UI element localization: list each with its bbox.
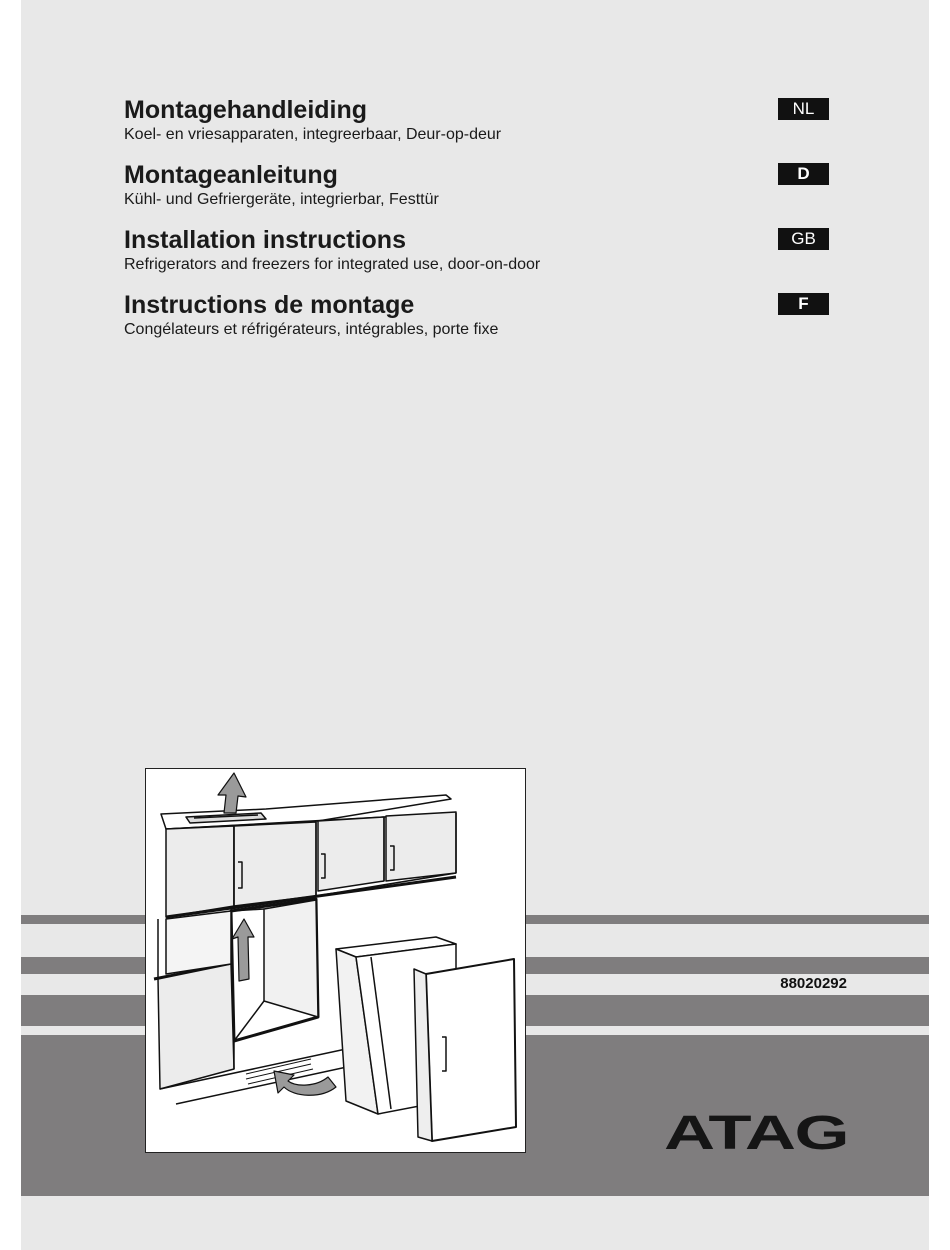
fridge-installation-drawing [146, 769, 525, 1152]
language-badge-gb: GB [778, 228, 829, 250]
language-section-nl [124, 95, 826, 145]
section-title: Montagehandleiding [124, 96, 368, 124]
language-section-f [124, 290, 826, 340]
manual-cover [21, 0, 929, 1250]
language-badge-f: F [778, 293, 829, 315]
language-section-d [124, 160, 826, 210]
section-subtitle: Refrigerators and freezers for integrated use, door-on-door [124, 256, 541, 273]
section-title: Montageanleitung [124, 161, 338, 189]
language-badge-d: D [778, 163, 829, 185]
section-subtitle: Koel- en vriesapparaten, integreerbaar, Deur-op-deur [124, 126, 502, 143]
section-subtitle: Kühl- und Gefriergeräte, integrierbar, Festtür [124, 191, 439, 208]
brand-logo [663, 1107, 849, 1157]
language-section-gb [124, 225, 826, 275]
section-subtitle: Congélateurs et réfrigérateurs, intégrables, porte fixe [124, 321, 499, 338]
section-title: Installation instructions [124, 226, 406, 254]
svg-text:ATAG: ATAG [664, 1107, 848, 1157]
language-badge-nl: NL [778, 98, 829, 120]
installation-illustration [145, 768, 526, 1153]
atag-logo-icon [663, 1107, 849, 1157]
section-title: Instructions de montage [124, 291, 415, 319]
document-number: 88020292 [780, 975, 847, 992]
